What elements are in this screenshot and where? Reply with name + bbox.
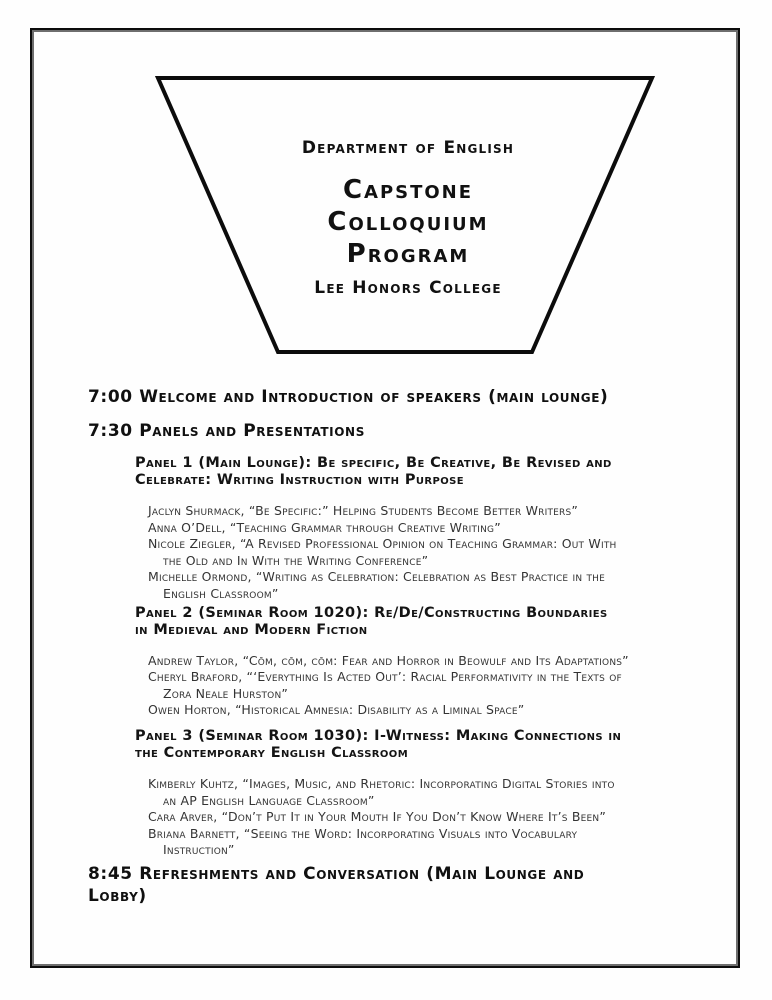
speaker-line: Cheryl Braford, “‘Everything Is Acted Out’: Racial Performativity in the Texts of bbox=[148, 669, 622, 685]
panel-heading-line: the Contemporary English Classroom bbox=[135, 744, 409, 761]
speaker-line-continuation: Instruction” bbox=[163, 842, 235, 858]
panel-3 bbox=[135, 728, 702, 859]
schedule-item-730: 7:30 Panels and Presentations bbox=[88, 421, 365, 441]
banner bbox=[277, 138, 539, 298]
speaker-line-continuation: English Classroom” bbox=[163, 585, 279, 601]
speaker-line: Cara Arver, “Don’t Put It in Your Mouth If You Don’t Know Where It’s Been” bbox=[148, 809, 606, 825]
schedule-item-700: 7:00 Welcome and Introduction of speakers (main lounge) bbox=[88, 387, 609, 407]
panel-1-speakers bbox=[148, 503, 702, 603]
panel-2 bbox=[135, 605, 702, 719]
schedule-item-845-line: Lobby) bbox=[88, 885, 147, 906]
panel-1-heading bbox=[135, 455, 702, 489]
panel-2-speakers bbox=[148, 653, 702, 719]
banner-department: Department of English bbox=[301, 138, 515, 158]
speaker-line: Anna O’Dell, “Teaching Grammar through Creative Writing” bbox=[148, 519, 501, 535]
speaker-line: Briana Barnett, “Seeing the Word: Incorporating Visuals into Vocabulary bbox=[148, 825, 578, 841]
speaker-line: Jaclyn Shurmack, “Be Specific:” Helping Students Become Better Writers” bbox=[148, 503, 579, 518]
schedule-item-845-line: 8:45 Refreshments and Conversation (Main Lounge and bbox=[88, 863, 585, 884]
speaker-line: Michelle Ormond, “Writing as Celebration: Celebration as Best Practice in the bbox=[148, 569, 606, 585]
schedule bbox=[88, 386, 702, 907]
panel-1 bbox=[135, 455, 702, 603]
panel-heading-line: Panel 2 (Seminar Room 1020): Re/De/Constructing Boundaries bbox=[135, 604, 608, 621]
speaker-line: Kimberly Kuhtz, “Images, Music, and Rhetoric: Incorporating Digital Stories into bbox=[148, 775, 615, 791]
banner-college: Lee Honors College bbox=[314, 278, 502, 298]
panel-heading-line: Panel 3 (Seminar Room 1030): I-Witness: Making Connections in bbox=[135, 727, 622, 744]
panel-heading-line: Celebrate: Writing Instruction with Purpose bbox=[135, 472, 464, 488]
speaker-line: Nicole Ziegler, “A Revised Professional Opinion on Teaching Grammar: Out With bbox=[148, 536, 617, 552]
panel-heading-line: Panel 1 (Main Lounge): Be specific, Be Creative, Be Revised and bbox=[135, 455, 612, 471]
speaker-line-continuation: Zora Neale Hurston” bbox=[163, 685, 289, 701]
speaker-line: Andrew Taylor, “Cōm, cōm, cōm: Fear and Horror in Beowulf and Its Adaptations” bbox=[148, 652, 629, 668]
panel-heading-line: in Medieval and Modern Fiction bbox=[135, 621, 368, 638]
panel-2-heading bbox=[135, 605, 702, 639]
speaker-line-continuation: an AP English Language Classroom” bbox=[163, 792, 375, 808]
schedule-item-845 bbox=[88, 863, 702, 907]
panel-3-speakers bbox=[148, 776, 702, 859]
speaker-line-continuation: the Old and In With the Writing Conference” bbox=[163, 552, 429, 568]
speaker-line: Owen Horton, “Historical Amnesia: Disability as a Liminal Space” bbox=[148, 702, 525, 718]
banner-title: Capstone Colloquium Program bbox=[327, 175, 489, 269]
panel-3-heading bbox=[135, 728, 702, 762]
